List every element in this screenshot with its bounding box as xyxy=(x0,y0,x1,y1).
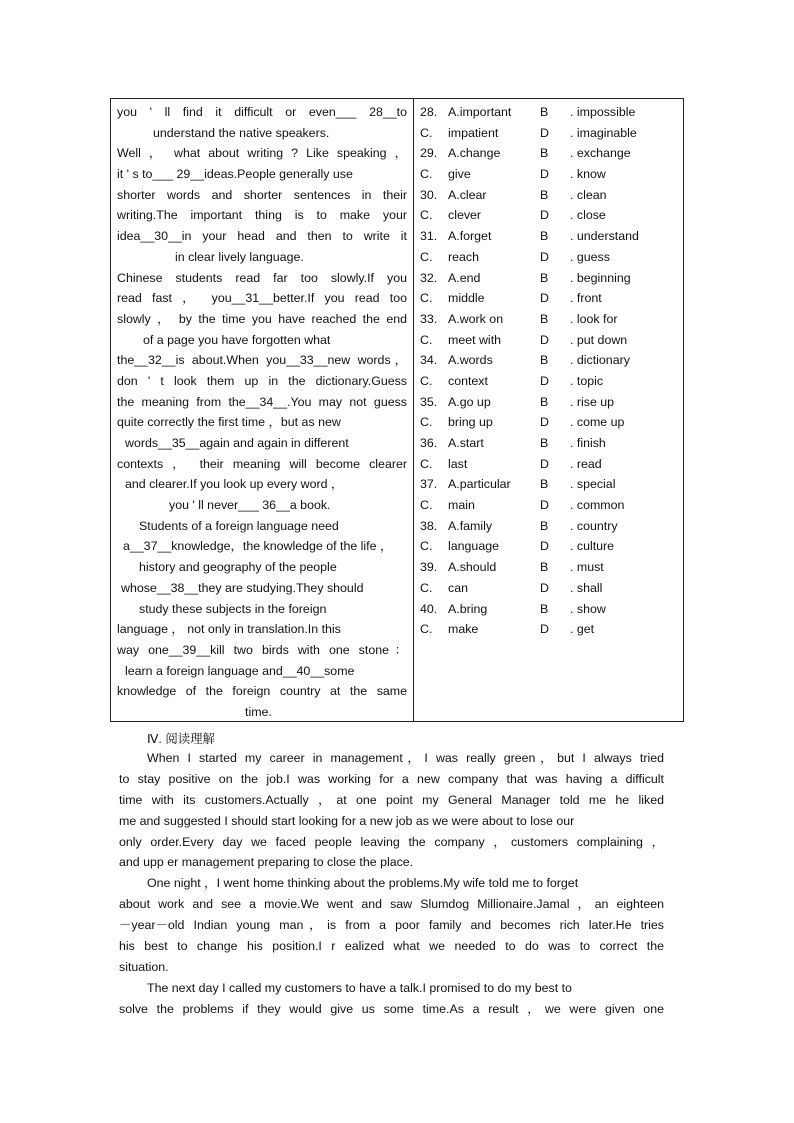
option-d-text: . get xyxy=(570,622,595,637)
option-a: A.end xyxy=(448,270,481,285)
reading-line: and upp er management preparing to close the place. xyxy=(119,855,414,870)
cloze-passage xyxy=(117,102,407,723)
option-c-letter: C. xyxy=(420,125,433,140)
passage-line: words__35__again and again in different xyxy=(125,436,349,450)
option-c-letter: C. xyxy=(420,373,433,388)
option-row xyxy=(420,205,682,226)
passage-line: the meaning from the__34__.You may not guess xyxy=(117,394,407,409)
option-a: A.family xyxy=(448,518,493,533)
reading-line: The next day I called my customers to have a talk.I promised to do my best to xyxy=(147,980,572,995)
reading-line: his best to change his position.I r ealized what we needed to do was to correct the xyxy=(119,939,664,954)
option-row xyxy=(420,185,682,206)
option-row xyxy=(420,102,682,123)
reading-line: to stay positive on the job.I was working for a new company that was having a difficult xyxy=(119,771,664,786)
option-c-text: last xyxy=(448,456,468,471)
option-c-text: impatient xyxy=(448,125,499,140)
passage-line: read fast ， you__31__better.If you read too xyxy=(117,291,407,306)
option-c-letter: C. xyxy=(420,498,433,513)
option-b-text: . clean xyxy=(570,187,607,202)
question-number: 32. xyxy=(420,270,438,285)
option-a: A.words xyxy=(448,353,493,368)
passage-line: whose__38__they are studying.They should xyxy=(121,580,364,595)
option-row xyxy=(420,516,682,537)
cloze-table xyxy=(110,98,684,722)
option-a: A.important xyxy=(448,105,512,119)
option-row xyxy=(420,226,682,247)
passage-line: it ' s to___ 29__ideas.People generally use xyxy=(117,167,353,182)
option-d-letter: D xyxy=(540,373,549,388)
option-b-text: . look for xyxy=(570,311,618,326)
passage-line: Students of a foreign language need xyxy=(139,518,339,533)
option-d-letter: D xyxy=(540,249,549,264)
option-b-text: . understand xyxy=(570,229,639,244)
passage-line: and clearer.If you look up every word ， xyxy=(125,477,344,492)
option-b-text: . dictionary xyxy=(570,353,630,368)
option-d-letter: D xyxy=(540,167,549,182)
option-row xyxy=(420,599,682,620)
option-a: A.start xyxy=(448,436,484,450)
question-number: 39. xyxy=(420,560,438,575)
passage-line: don ' t look them up in the dictionary.Guess xyxy=(117,373,407,388)
answer-options xyxy=(420,102,682,640)
passage-line: the__32__is about.When you__33__new words， xyxy=(117,353,407,368)
option-b-letter: B xyxy=(540,311,549,326)
question-number: 30. xyxy=(420,187,438,202)
passage-line: language ， not only in translation.In this xyxy=(117,622,341,637)
option-b-letter: B xyxy=(540,436,549,450)
option-c-text: meet with xyxy=(448,332,502,347)
option-d-text: . shall xyxy=(570,580,603,595)
question-number: 33. xyxy=(420,311,438,326)
reading-line: about work and see a movie.We went and saw Slumdog Millionaire.Jamal ，an eighteen xyxy=(119,897,664,912)
option-c-letter: C. xyxy=(420,249,433,264)
reading-line: One night ，I went home thinking about the problems.My wife told me to forget xyxy=(147,876,579,891)
option-b-letter: B xyxy=(540,560,549,575)
option-b-letter: B xyxy=(540,270,549,285)
option-b-text: . finish xyxy=(570,436,606,450)
option-c-text: reach xyxy=(448,249,479,264)
passage-line: Chinese students read far too slowly.If you xyxy=(117,270,407,285)
option-b-letter: B xyxy=(540,187,549,202)
option-d-letter: D xyxy=(540,622,549,637)
question-number: 29. xyxy=(420,146,438,161)
reading-line: only order.Every day we faced people leaving the company ，customers complaining ， xyxy=(119,834,664,849)
option-a: A.should xyxy=(448,560,497,575)
question-number: 37. xyxy=(420,477,438,492)
option-row xyxy=(420,433,682,454)
option-a: A.bring xyxy=(448,601,488,616)
option-row xyxy=(420,268,682,289)
passage-line: you ' ll never___ 36__a book. xyxy=(169,498,331,513)
passage-line: a__37__knowledge，the knowledge of the life ， xyxy=(123,539,393,554)
passage-line: understand the native speakers. xyxy=(153,125,330,140)
option-c-letter: C. xyxy=(420,332,433,347)
option-d-text: . imaginable xyxy=(570,125,637,140)
option-row xyxy=(420,247,682,268)
passage-line: idea__30__in your head and then to write it xyxy=(117,229,407,244)
option-b-letter: B xyxy=(540,229,549,244)
passage-line: of a page you have forgotten what xyxy=(143,332,331,347)
option-row xyxy=(420,330,682,351)
option-row xyxy=(420,495,682,516)
option-d-text: . culture xyxy=(570,539,615,554)
option-d-text: . guess xyxy=(570,249,610,264)
option-d-text: . know xyxy=(570,167,606,182)
reading-line: －year－old Indian young man，is from a poor family and becomes rich later.He tries xyxy=(119,918,664,933)
reading-line: me and suggested I should start looking for a new job as we were about to lose our xyxy=(119,813,575,828)
option-b-letter: B xyxy=(540,146,549,161)
option-b-text: . exchange xyxy=(570,146,631,161)
column-divider xyxy=(413,99,414,721)
passage-line: history and geography of the people xyxy=(139,560,337,575)
option-b-letter: B xyxy=(540,105,549,119)
option-a: A.work on xyxy=(448,311,504,326)
option-a: A.go up xyxy=(448,394,491,409)
passage-line: shorter words and shorter sentences in their xyxy=(117,187,407,202)
passage-line: slowly ， by the time you have reached the end xyxy=(117,311,407,326)
passage-line: learn a foreign language and__40__some xyxy=(125,663,355,678)
option-c-text: middle xyxy=(448,291,485,306)
reading-line: solve the problems if they would give us some time.As a result ，we were given one xyxy=(119,1001,664,1016)
option-row xyxy=(420,288,682,309)
option-c-letter: C. xyxy=(420,539,433,554)
option-d-letter: D xyxy=(540,332,549,347)
option-c-text: language xyxy=(448,539,499,554)
option-d-letter: D xyxy=(540,456,549,471)
option-c-letter: C. xyxy=(420,291,433,306)
option-d-letter: D xyxy=(540,580,549,595)
question-number: 31. xyxy=(420,229,438,244)
option-b-text: . rise up xyxy=(570,394,615,409)
option-d-letter: D xyxy=(540,125,549,140)
option-row xyxy=(420,557,682,578)
option-d-text: . common xyxy=(570,498,625,513)
option-a: A.change xyxy=(448,146,501,161)
question-number: 36. xyxy=(420,436,438,450)
passage-line: contexts ， their meaning will become clearer xyxy=(117,456,407,471)
passage-line: you ' ll find it difficult or even___ 28__to xyxy=(117,105,407,119)
option-d-letter: D xyxy=(540,291,549,306)
option-b-text: . impossible xyxy=(570,105,636,119)
option-row xyxy=(420,392,682,413)
passage-line: way one__39__kill two birds with one stone： xyxy=(117,642,407,657)
option-row xyxy=(420,454,682,475)
option-b-text: . show xyxy=(570,601,606,616)
option-d-text: . front xyxy=(570,291,602,306)
option-a: A.particular xyxy=(448,477,511,492)
reading-line: When I started my career in management，I was really green，but I always tried xyxy=(147,751,664,765)
option-row xyxy=(420,164,682,185)
passage-line: quite correctly the first time ，but as new xyxy=(117,415,341,430)
option-d-letter: D xyxy=(540,539,549,554)
option-row xyxy=(420,536,682,557)
option-d-text: . put down xyxy=(570,332,628,347)
option-c-letter: C. xyxy=(420,415,433,430)
option-c-text: give xyxy=(448,167,471,182)
option-b-letter: B xyxy=(540,353,549,368)
option-d-text: . read xyxy=(570,456,602,471)
option-row xyxy=(420,123,682,144)
option-row xyxy=(420,578,682,599)
option-c-text: make xyxy=(448,622,479,637)
option-row xyxy=(420,309,682,330)
passage-line: knowledge of the foreign country at the same xyxy=(117,684,407,699)
passage-line: study these subjects in the foreign xyxy=(139,601,327,616)
passage-line: writing.The important thing is to make your xyxy=(117,208,407,223)
option-d-letter: D xyxy=(540,498,549,513)
option-b-letter: B xyxy=(540,477,549,492)
option-row xyxy=(420,350,682,371)
option-c-text: bring up xyxy=(448,415,493,430)
option-d-letter: D xyxy=(540,208,549,223)
option-b-text: . must xyxy=(570,560,604,575)
question-number: 35. xyxy=(420,394,438,409)
option-b-letter: B xyxy=(540,394,549,409)
option-b-letter: B xyxy=(540,518,549,533)
option-b-text: . beginning xyxy=(570,270,631,285)
option-c-letter: C. xyxy=(420,456,433,471)
option-d-letter: D xyxy=(540,415,549,430)
reading-line: time with its customers.Actually ，at one point my General Manager told me he liked xyxy=(119,792,664,807)
option-b-text: . country xyxy=(570,518,618,533)
option-c-text: clever xyxy=(448,208,482,223)
reading-line: situation. xyxy=(119,959,169,974)
option-row xyxy=(420,474,682,495)
option-c-letter: C. xyxy=(420,167,433,182)
question-number: 28. xyxy=(420,105,438,119)
option-a: A.forget xyxy=(448,229,492,244)
passage-line: time. xyxy=(245,704,272,719)
option-c-text: context xyxy=(448,373,488,388)
option-d-text: . come up xyxy=(570,415,625,430)
option-d-text: . topic xyxy=(570,373,604,388)
option-c-letter: C. xyxy=(420,208,433,223)
section-title: Ⅳ. 阅读理解 xyxy=(147,732,215,746)
reading-passage xyxy=(119,748,664,1020)
option-row xyxy=(420,371,682,392)
option-c-text: main xyxy=(448,498,475,513)
option-b-text: . special xyxy=(570,477,616,492)
option-a: A.clear xyxy=(448,187,487,202)
question-number: 38. xyxy=(420,518,438,533)
option-c-letter: C. xyxy=(420,580,433,595)
question-number: 34. xyxy=(420,353,438,368)
question-number: 40. xyxy=(420,601,438,616)
option-c-letter: C. xyxy=(420,622,433,637)
option-b-letter: B xyxy=(540,601,549,616)
option-d-text: . close xyxy=(570,208,606,223)
option-row xyxy=(420,412,682,433)
option-row xyxy=(420,619,682,640)
option-row xyxy=(420,143,682,164)
passage-line: in clear lively language. xyxy=(175,249,304,264)
passage-line: Well ， what about writing ? Like speaking ， xyxy=(117,146,407,161)
option-c-text: can xyxy=(448,580,468,595)
